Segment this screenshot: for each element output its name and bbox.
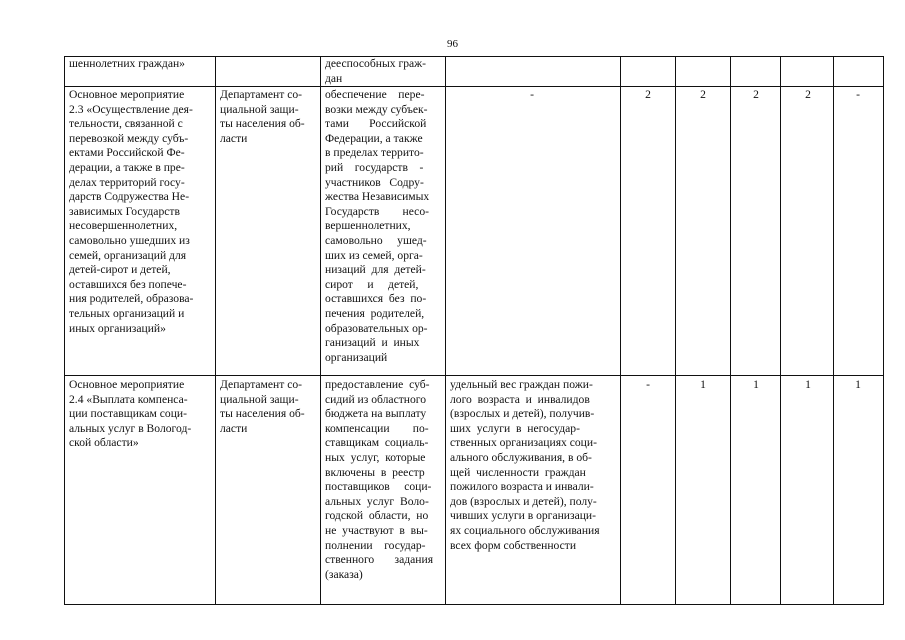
value-cell: 1: [753, 378, 759, 391]
value-cell: 1: [855, 378, 861, 391]
table-border-left: [64, 56, 65, 605]
column-divider: [780, 56, 781, 605]
column-divider: [833, 56, 834, 605]
table-border-right: [883, 56, 884, 605]
measure-cell: шеннолетних граждан»: [69, 57, 185, 70]
value-cell: 2: [645, 88, 651, 101]
executor-cell: Департамент со- циальной защи- ты населения об- ласти: [220, 378, 305, 435]
executor-cell: Департамент со- циальной защи- ты населения об- ласти: [220, 88, 305, 145]
column-divider: [215, 56, 216, 605]
row-divider: [64, 375, 884, 376]
table-border-bottom: [64, 604, 884, 605]
description-cell: обеспечение пере- возки между субъек- тами Российской Федерации, а также в пределах террито- рий государств - участников Содру- жества Независимых Государств несо- вершеннолетних, самовольно ушед- ших из семей, орга- низаций для детей- сирот и детей, оставшихся без по- печения родителей, образовательных ор- ганизаций и иных организаций: [325, 88, 430, 364]
value-cell: 2: [753, 88, 759, 101]
indicator-cell: -: [530, 88, 534, 101]
table-border-top: [64, 56, 884, 57]
column-divider: [730, 56, 731, 605]
measure-cell: Основное мероприятие 2.4 «Выплата компенса- ции поставщикам соци- альных услуг в Вологод- ской области»: [69, 378, 192, 450]
indicator-cell: удельный вес граждан пожи- лого возраста и инвалидов (взрослых и детей), получив- ших услуги в негосудар- ственных организациях соци- ального обслуживания, в об- щей численности граждан пожилого возраста и инвали- дов (взрослых и детей), полу- чивших услуги в организаци- ях социального обслуживания всех форм собственности: [450, 378, 600, 552]
description-cell: дееспособных граж- дан: [325, 57, 427, 85]
value-cell: 1: [805, 378, 811, 391]
column-divider: [445, 56, 446, 605]
page-number: 96: [447, 38, 458, 50]
row-divider: [64, 86, 884, 87]
description-cell: предоставление суб- сидий из областного бюджета на выплату компенсации по- ставщикам социаль- ных услуг, которые включены в реестр поставщиков соци- альных услуг Воло- годской области, но не участвуют в вы- полнении государ- ственного задания (заказа): [325, 378, 434, 581]
value-cell: 1: [700, 378, 706, 391]
column-divider: [675, 56, 676, 605]
value-cell: 2: [805, 88, 811, 101]
value-cell: -: [856, 88, 860, 101]
column-divider: [620, 56, 621, 605]
column-divider: [320, 56, 321, 605]
value-cell: 2: [700, 88, 706, 101]
value-cell: -: [646, 378, 650, 391]
measure-cell: Основное мероприятие 2.3 «Осуществление дея- тельности, связанной с перевозкой между субъ- ектами Российской Фе- дерации, а также в пре- делах территорий госу- дарств Содружества Не- зависимых Государств несовершеннолетних, самовольно ушедших из семей, организаций для детей-сирот и детей, оставшихся без попече- ния родителей, образова- тельных организаций и иных организаций»: [69, 88, 194, 335]
document-table: [64, 56, 884, 605]
